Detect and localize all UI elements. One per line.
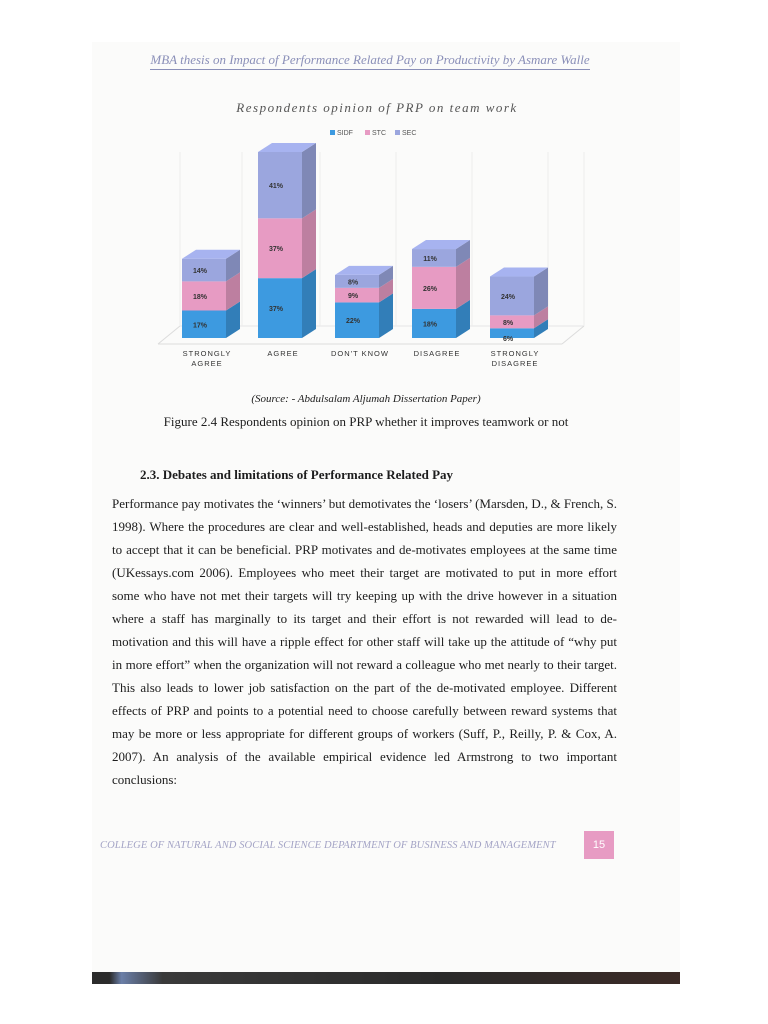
chart-svg xyxy=(122,92,610,388)
page-number: 15 xyxy=(584,831,614,859)
legend-label-0: SIDF xyxy=(337,130,353,137)
stacked-bar-chart xyxy=(122,92,610,388)
legend-label-1: STC xyxy=(372,130,386,137)
category-label-1-0: AGREE xyxy=(267,349,299,358)
figure-source: (Source: - Abdulsalam Aljumah Dissertation Paper) xyxy=(251,393,481,405)
chart-category-labels xyxy=(183,349,540,368)
chart-bars xyxy=(182,143,548,343)
legend-label-2: SEC xyxy=(402,130,417,137)
bar-side-1-1 xyxy=(302,209,316,278)
chart-legend xyxy=(330,130,416,137)
data-label-3-2: 11% xyxy=(423,255,437,263)
running-header: MBA thesis on Impact of Performance Related Pay on Productivity by Asmare Walle xyxy=(150,52,590,70)
data-label-4-0: 6% xyxy=(502,336,514,343)
data-label-2-2: 8% xyxy=(347,279,359,287)
data-label-0-0: 17% xyxy=(192,322,208,330)
bar-side-3-1 xyxy=(456,258,470,309)
bar-side-1-0 xyxy=(302,269,316,338)
chart-title: Respondents opinion of PRP on team work xyxy=(236,100,518,115)
floor-edge-left xyxy=(158,326,180,344)
legend-swatch-0 xyxy=(330,130,335,135)
data-label-4-1: 8% xyxy=(502,319,514,327)
data-label-2-0: 22% xyxy=(345,318,361,326)
category-label-3-0: DISAGREE xyxy=(413,349,461,358)
category-label-0-0: STRONGLY xyxy=(182,349,232,358)
data-label-4-2: 24% xyxy=(500,293,516,301)
data-label-2-1: 9% xyxy=(347,293,359,301)
data-label-1-0: 37% xyxy=(268,306,284,314)
data-label-1-2: 41% xyxy=(268,183,284,191)
category-label-4-0: STRONGLY xyxy=(490,349,540,358)
floor-edge-right xyxy=(562,326,584,344)
category-label-4-1: DISAGREE xyxy=(491,359,539,368)
figure-caption: Figure 2.4 Respondents opinion on PRP whether it improves teamwork or not xyxy=(163,414,569,429)
category-label-0-1: AGREE xyxy=(191,359,223,368)
legend-swatch-1 xyxy=(365,130,370,135)
data-label-1-1: 37% xyxy=(268,246,284,254)
data-label-0-2: 14% xyxy=(192,268,208,276)
scan-edge xyxy=(92,972,680,984)
data-label-3-0: 18% xyxy=(422,321,438,329)
body-paragraph: Performance pay motivates the ‘winners’ but demotivates the ‘losers’ (Marsden, D., & French, S. 1998). Where the procedures are clear and well-established, heads and deputies are more likely to accept that it can be beneficial. PRP motivates and de-motivates employees at the same time (UKessays.com 2006). Employees who meet their target are motivated to put in more effort some who have not met their targets will try keeping up with the drive however in a situation where a staff has marginally to its target and their effort is not rewarded will lead to de-motivation and this will have a ripple effect for other staff will take up the attitude of “why put in more effort” when the organization will not reward a colleague who met nearly to their target. This also leads to lower job satisfaction on the part of the de-motivated employee. Different effects of PRP and points to a potential need to choose carefully between reward systems that may be more or less appropriate for different groups of workers (Suff, P., Reilly, P. & Cox, A. 2007). An analysis of the available empirical evidence led Armstrong to two important conclusions: xyxy=(112,496,617,787)
data-label-0-1: 18% xyxy=(192,293,208,301)
bar-side-1-2 xyxy=(302,143,316,218)
category-label-2-0: DON'T KNOW xyxy=(331,349,389,358)
data-label-3-1: 26% xyxy=(422,285,438,293)
legend-swatch-2 xyxy=(395,130,400,135)
page-footer: COLLEGE OF NATURAL AND SOCIAL SCIENCE DEPARTMENT OF BUSINESS AND MANAGEMENT xyxy=(100,840,556,851)
section-heading: 2.3. Debates and limitations of Performance Related Pay xyxy=(140,467,454,482)
